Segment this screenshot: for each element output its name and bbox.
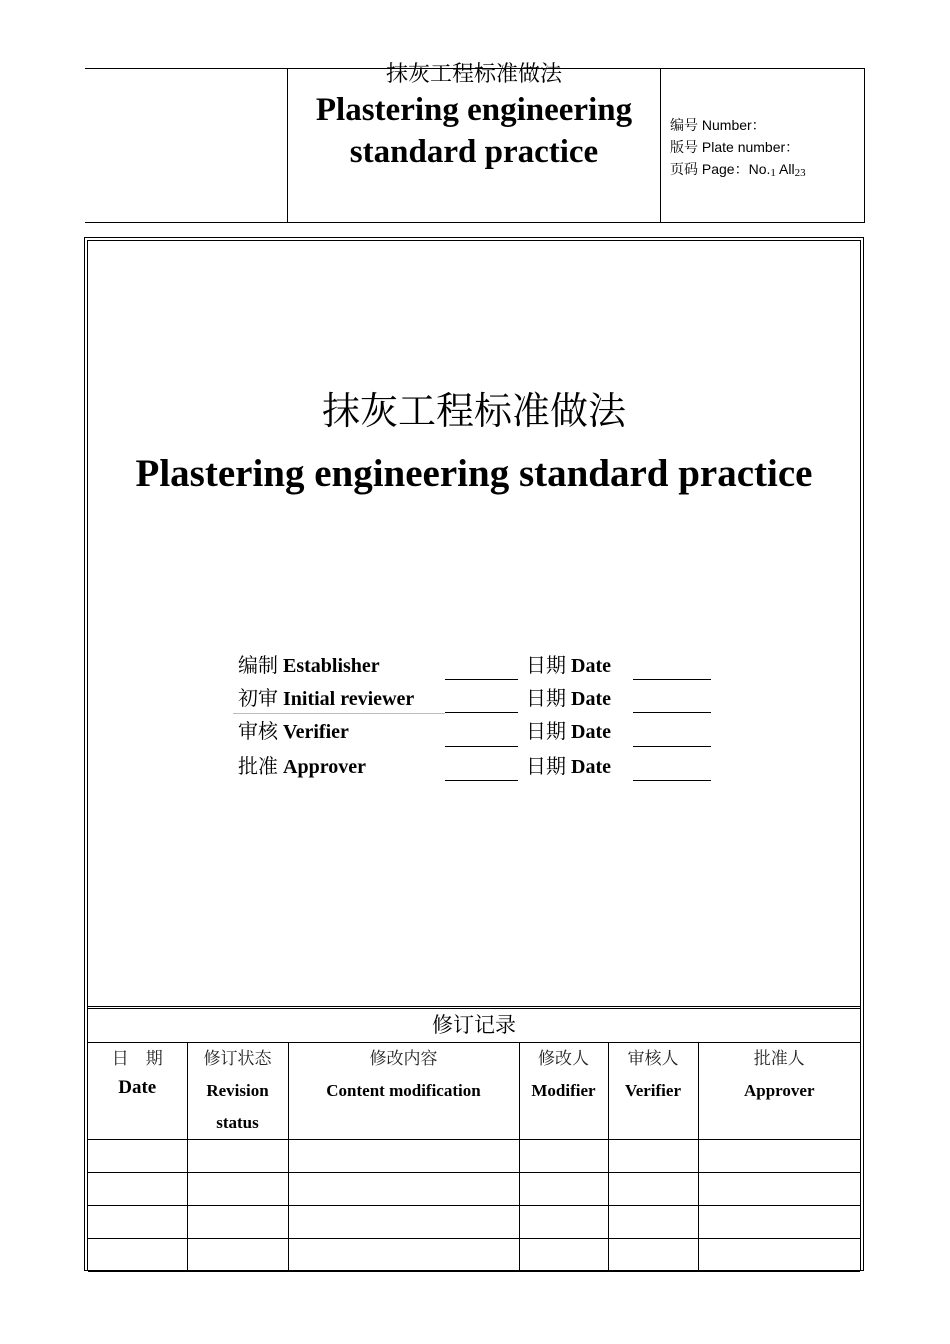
signature-role: 审核 Verifier [238,719,349,743]
table-cell[interactable] [608,1206,698,1239]
table-cell[interactable] [88,1140,187,1173]
table-cell[interactable] [88,1239,187,1272]
all-label: All [775,161,795,177]
page-total: 23 [794,167,806,179]
signature-row-establisher [88,649,860,682]
header-title [288,61,660,173]
table-cell[interactable] [187,1140,288,1173]
verifier-underline [233,713,445,714]
table-row [88,1206,860,1239]
header-divider [660,69,661,222]
table-cell[interactable] [698,1140,860,1173]
table-cell[interactable] [288,1206,519,1239]
header-meta [670,114,806,182]
date-blank-line[interactable] [633,712,711,713]
column-header-approver: 批准人 Approver [698,1043,860,1140]
page-number: 1 [770,167,776,179]
name-blank-line[interactable] [445,780,518,781]
table-cell[interactable] [608,1173,698,1206]
signature-role: 编制 Establisher [238,653,380,677]
date-blank-line[interactable] [633,780,711,781]
signature-date-label: 日期 Date [526,686,611,710]
header-title-en-line1: Plastering engineering [315,92,633,128]
table-cell[interactable] [88,1206,187,1239]
table-cell[interactable] [88,1173,187,1206]
table-cell[interactable] [187,1239,288,1272]
table-cell[interactable] [288,1173,519,1206]
column-header-modifier: 修改人 Modifier [519,1043,608,1140]
page-label: 页码 Page：No. [670,161,771,177]
table-cell[interactable] [608,1140,698,1173]
revision-table-header [88,1043,860,1140]
column-header-date: 日 期 Date [88,1043,187,1140]
name-blank-line[interactable] [445,746,518,747]
cover-title-cn: 抹灰工程标准做法 [321,389,626,433]
page-info [670,158,806,182]
table-cell[interactable] [519,1239,608,1272]
table-cell[interactable] [519,1173,608,1206]
number-label: 编号 Number： [670,117,766,133]
date-blank-line[interactable] [633,679,711,680]
name-blank-line[interactable] [445,712,518,713]
table-row [88,1140,860,1173]
table-cell[interactable] [698,1206,860,1239]
table-cell[interactable] [608,1239,698,1272]
header-title-cn: 抹灰工程标准做法 [385,62,562,87]
table-cell[interactable] [698,1239,860,1272]
document-header [85,62,865,223]
signature-date-label: 日期 Date [526,653,611,677]
table-cell[interactable] [698,1173,860,1206]
column-header-verifier: 审核人 Verifier [608,1043,698,1140]
signature-row-approver [88,750,860,783]
name-blank-line[interactable] [445,679,518,680]
table-cell[interactable] [519,1140,608,1173]
table-cell[interactable] [519,1206,608,1239]
signature-role: 初审 Initial reviewer [238,686,415,710]
table-cell[interactable] [187,1173,288,1206]
revision-record-title: 修订记录 [88,1009,860,1043]
table-cell[interactable] [187,1206,288,1239]
column-header-content-modification: 修改内容 Content modification [288,1043,519,1140]
header-divider [864,69,865,222]
header-title-en-line2: standard practice [349,134,599,170]
signature-role: 批准 Approver [238,754,366,778]
signature-date-label: 日期 Date [526,719,611,743]
signature-row-verifier [88,715,860,748]
revision-record [88,1006,860,1270]
signature-date-label: 日期 Date [526,754,611,778]
signature-row-initial-reviewer [88,682,860,715]
cover-inner-frame [87,240,861,1270]
table-cell[interactable] [288,1140,519,1173]
cover-frame [84,237,864,1271]
cover-title-en: Plastering engineering standard practice [135,452,813,495]
table-row [88,1239,860,1272]
table-cell[interactable] [288,1239,519,1272]
column-header-revision-status: 修订状态 Revision status [187,1043,288,1140]
table-row [88,1173,860,1206]
plate-number-label: 版号 Plate number： [670,139,800,155]
revision-table [88,1043,860,1272]
date-blank-line[interactable] [633,746,711,747]
